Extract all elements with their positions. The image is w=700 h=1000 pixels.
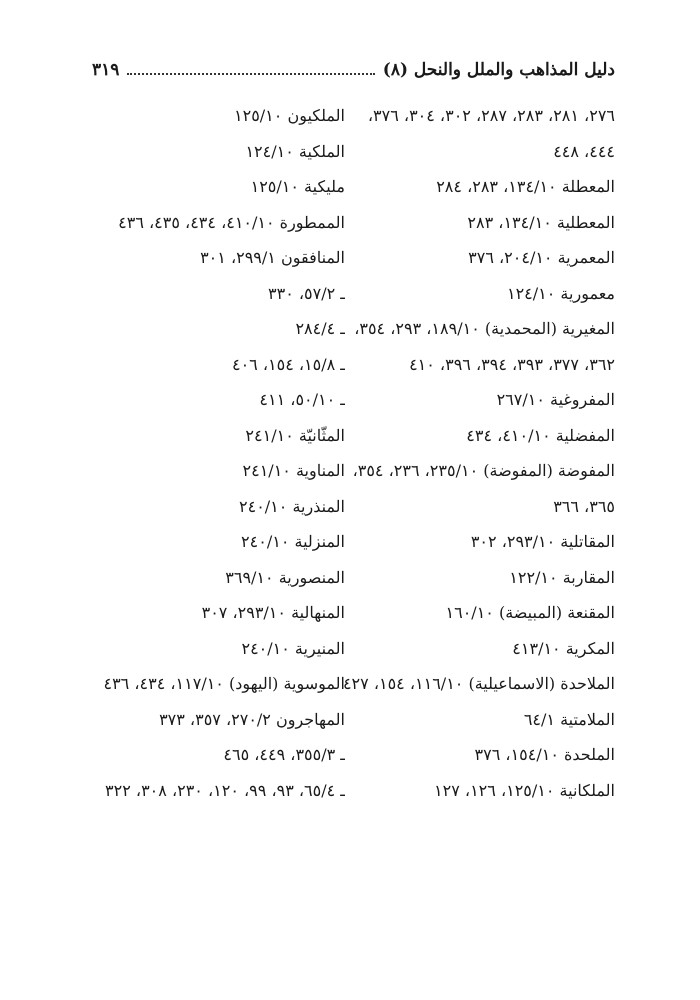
index-entry: الملكيون ١٢٥/١٠	[234, 106, 345, 125]
index-entry: المنصورية ٣٦٩/١٠	[225, 567, 345, 587]
index-entry: المغيرية (المحمدية) ١٨٩/١٠، ٢٩٣، ٣٥٤،	[354, 319, 615, 338]
index-entry: المنهالية ٢٩٣/١٠، ٣٠٧	[201, 603, 345, 622]
index-entry: ـ ٥٠/١٠، ٤١١	[259, 390, 345, 409]
index-entry: ـ ٥٧/٢، ٣٣٠	[268, 283, 345, 303]
header-dot-leader	[127, 73, 374, 75]
index-entry: المعمرية ٢٠٤/١٠، ٣٧٦	[468, 248, 615, 267]
header-title: دليل المذاهب والملل والنحل (٨)	[382, 60, 615, 80]
index-entry: الممطورة ٤١٠/١٠، ٤٣٤، ٤٣٥، ٤٣٦	[118, 212, 345, 232]
index-entry: المعطلة ١٣٤/١٠، ٢٨٣، ٢٨٤	[436, 177, 615, 196]
index-entry: الملكانية ١٢٥/١٠، ١٢٦، ١٢٧	[434, 780, 615, 800]
index-entry: الموسوية (اليهود) ١١٧/١٠، ٤٣٤، ٤٣٦	[103, 674, 345, 693]
index-entry: المقاتلية ٢٩٣/١٠، ٣٠٢	[470, 532, 615, 551]
index-entry: ٣٦٢، ٣٧٧، ٣٩٣، ٣٩٤، ٣٩٦، ٤١٠	[409, 354, 615, 374]
index-entry: المثّانيّة ٢٤١/١٠	[245, 425, 345, 445]
index-entry: ٤٤٤، ٤٤٨	[553, 141, 615, 161]
index-entry: المعطلية ١٣٤/١٠، ٢٨٣	[467, 212, 615, 232]
index-entry: المقاربة ١٢٢/١٠	[509, 567, 615, 587]
index-entry: الملامتية ٦٤/١	[523, 709, 615, 729]
index-entry: المفوضة (المفوضة) ٢٣٥/١٠، ٢٣٦، ٣٥٤،	[352, 461, 615, 480]
index-entry: المنافقون ٢٩٩/١، ٣٠١	[200, 248, 345, 267]
index-entry: الملكية ١٢٤/١٠	[245, 141, 345, 161]
index-entry: ـ ٣٥٥/٣، ٤٤٩، ٤٦٥	[223, 745, 345, 764]
index-column-left	[85, 98, 345, 808]
index-entry: المناوية ٢٤١/١٠	[242, 461, 345, 480]
page-number: ٣١٩	[92, 60, 120, 80]
index-entry: ـ ٦٥/٤، ٩٣، ٩٩، ١٢٠، ٢٣٠، ٣٠٨، ٣٢٢	[105, 780, 345, 800]
index-entry: ٣٦٥، ٣٦٦	[553, 496, 615, 516]
index-entry: مليكية ١٢٥/١٠	[250, 177, 345, 196]
index-entry: ـ ٢٨٤/٤	[295, 319, 345, 338]
index-entry: الملاحدة (الاسماعيلية) ١١٦/١٠، ١٥٤، ٤٢٧	[342, 674, 615, 693]
index-entry: المفضلية ٤١٠/١٠، ٤٣٤	[466, 425, 615, 445]
index-entry: المنزلية ٢٤٠/١٠	[241, 532, 345, 551]
index-entry: المفروغية ٢٦٧/١٠	[496, 390, 615, 409]
running-header	[92, 60, 615, 86]
index-entry: المهاجرون ٢٧٠/٢، ٣٥٧، ٣٧٣	[159, 709, 345, 729]
index-entry: المنذرية ٢٤٠/١٠	[239, 496, 345, 516]
index-entry: المقنعة (المبيضة) ١٦٠/١٠	[445, 603, 615, 622]
index-entry: المنيرية ٢٤٠/١٠	[241, 638, 345, 658]
index-entry: الملحدة ١٥٤/١٠، ٣٧٦	[474, 745, 615, 764]
index-entry: ٢٧٦، ٢٨١، ٢٨٣، ٢٨٧، ٣٠٢، ٣٠٤، ٣٧٦،	[367, 106, 615, 125]
index-entry: المكرية ٤١٣/١٠	[512, 638, 615, 658]
index-entry: معمورية ١٢٤/١٠	[506, 283, 615, 303]
index-entry: ـ ١٥/٨، ١٥٤، ٤٠٦	[231, 354, 345, 374]
